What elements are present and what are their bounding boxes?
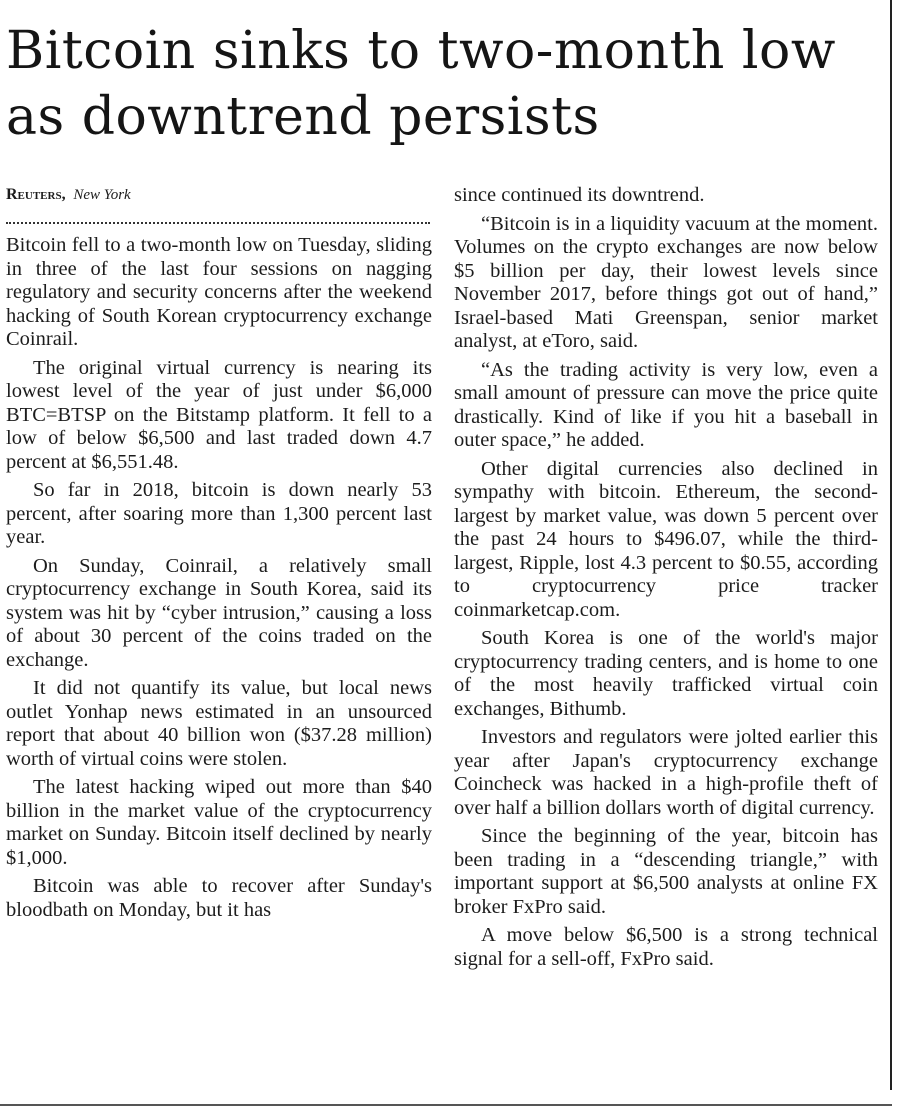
paragraph: South Korea is one of the world's major cryptocurrency trading centers, and is home to one of the most heavily trafficked virtual coin exchanges, Bithumb. (454, 627, 878, 720)
article-column-right (454, 184, 878, 976)
paragraph: A move below $6,500 is a strong technical signal for a sell-off, FxPro said. (454, 924, 878, 970)
paragraph: Bitcoin fell to a two-month low on Tuesday, sliding in three of the last four sessions on nagging regulatory and security concerns after the weekend hacking of South Korean cryptocurrency exchange Coinrail. (6, 234, 432, 350)
paragraph: since continued its downtrend. (454, 184, 705, 206)
paragraph: It did not quantify its value, but local news outlet Yonhap news estimated in an unsourced report that about 40 billion won ($37.28 million) worth of virtual coins were stolen. (6, 677, 432, 770)
byline (6, 186, 426, 208)
paragraph: Bitcoin was able to recover after Sunday's bloodbath on Monday, but it has (6, 875, 432, 921)
byline-agency: Reuters, (6, 186, 66, 203)
dotted-separator (6, 222, 430, 224)
paragraph: Since the beginning of the year, bitcoin has been trading in a “descending triangle,” with important support at $6,500 analysts at online FX broker FxPro said. (454, 825, 878, 918)
paragraph: “Bitcoin is in a liquidity vacuum at the moment. Volumes on the crypto exchanges are now below $5 billion per day, their lowest levels since November 2017, before things got out of hand,” Israel-based Mati Greenspan, senior market analyst, at eToro, said. (454, 212, 878, 352)
paragraph: On Sunday, Coinrail, a relatively small cryptocurrency exchange in South Korea, said its system was hit by “cyber intrusion,” causing a loss of about 30 percent of the coins traded on the exchange. (6, 554, 432, 671)
paragraph: Other digital currencies also declined in sympathy with bitcoin. Ethereum, the second-largest by market value, was down 5 percent over the past 24 hours to $496.07, while the third-largest, Ripple, lost 4.3 percent to $0.55, according to cryptocurrency price tracker coinmarketcap.com. (454, 457, 878, 621)
paragraph: The latest hacking wiped out more than $40 billion in the market value of the cryptocurrency market on Sunday. Bitcoin itself declined by nearly $1,000. (6, 776, 432, 869)
article-column-left (6, 234, 432, 927)
byline-location: New York (73, 187, 131, 203)
column-rule-right (890, 0, 892, 1090)
paragraph: Investors and regulators were jolted earlier this year after Japan's cryptocurrency exchange Coincheck was hacked in a high-profile theft of over half a billion dollars worth of digital currency. (454, 726, 878, 819)
paragraph: So far in 2018, bitcoin is down nearly 53 percent, after soaring more than 1,300 percent last year. (6, 479, 432, 548)
paragraph: The original virtual currency is nearing its lowest level of the year of just under $6,000 BTC=BTSP on the Bitstamp platform. It fell to a low of below $6,500 and last traded down 4.7 percent at $6,551.48. (6, 356, 432, 473)
paragraph: “As the trading activity is very low, even a small amount of pressure can move the price quite drastically. Kind of like if you hit a baseball in outer space,” he added. (454, 358, 878, 451)
headline: Bitcoin sinks to two-month low as downtrend persists (6, 21, 836, 147)
bottom-rule (0, 1104, 892, 1106)
